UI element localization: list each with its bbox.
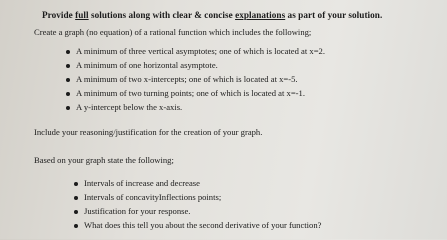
title-text-part1: Provide bbox=[42, 10, 76, 20]
bullet-icon bbox=[66, 78, 70, 82]
title-emphasis-explanations: explanations bbox=[235, 10, 286, 20]
bullet-icon bbox=[66, 64, 70, 68]
title-emphasis-full: full bbox=[75, 10, 89, 20]
question-item: Intervals of increase and decrease bbox=[84, 178, 200, 188]
based-on-graph-text: Based on your graph state the following; bbox=[34, 155, 174, 165]
question-item: Justification for your response. bbox=[84, 206, 191, 216]
bullet-icon bbox=[74, 196, 78, 200]
reasoning-text: Include your reasoning/justification for the creation of your graph. bbox=[34, 127, 263, 137]
bullet-icon bbox=[66, 50, 70, 54]
bullet-icon bbox=[66, 106, 70, 110]
assignment-title bbox=[42, 10, 382, 21]
requirement-item: A minimum of one horizontal asymptote. bbox=[76, 60, 218, 70]
bullet-icon bbox=[74, 210, 78, 214]
requirement-item: A minimum of two x-intercepts; one of which is located at x=-5. bbox=[76, 74, 298, 84]
title-text-part3: as part of your solution. bbox=[285, 10, 383, 20]
requirement-item: A minimum of three vertical asymptotes; one of which is located at x=2. bbox=[76, 46, 325, 56]
question-item: Intervals of concavityInflections points; bbox=[84, 192, 222, 202]
bullet-icon bbox=[66, 92, 70, 96]
title-text-part2: solutions along with clear & concise bbox=[88, 10, 236, 20]
requirement-item: A y-intercept below the x-axis. bbox=[76, 102, 183, 112]
bullet-icon bbox=[74, 182, 78, 186]
bullet-icon bbox=[74, 224, 78, 228]
question-item: What does this tell you about the second derivative of your function? bbox=[84, 220, 322, 230]
intro-text: Create a graph (no equation) of a rational function which includes the following; bbox=[34, 27, 312, 37]
requirement-item: A minimum of two turning points; one of which is located at x=-1. bbox=[76, 88, 305, 98]
